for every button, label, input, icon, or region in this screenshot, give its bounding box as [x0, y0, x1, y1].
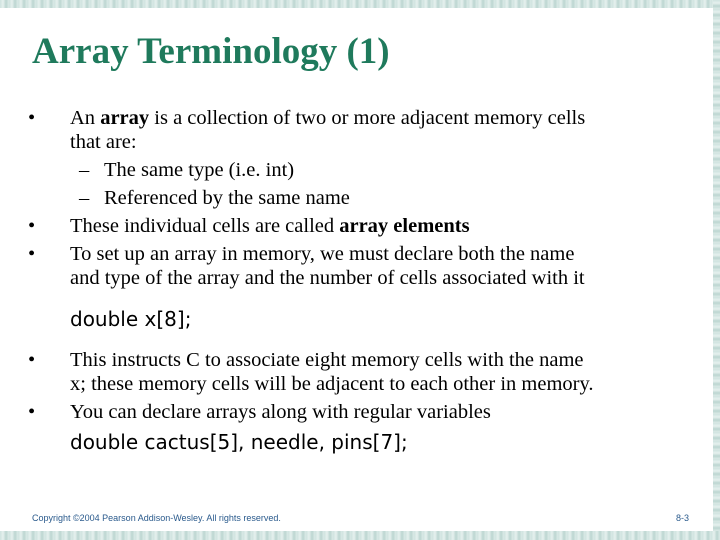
bullet-1-line-2: that are:: [70, 131, 137, 153]
slide-title: Array Terminology (1): [32, 31, 390, 72]
bullet-3-line-2: and type of the array and the number of cells associated with it: [70, 267, 585, 289]
bullet-marker: •: [28, 401, 36, 423]
sub-bullet-dash: –: [79, 187, 90, 209]
bullet-marker: •: [28, 215, 36, 237]
bullet-1-text-pre: An: [70, 107, 101, 129]
bullet-2-line: [70, 214, 470, 238]
bullet-2-text: These individual cells are called: [70, 215, 340, 237]
bullet-5-line: You can declare arrays along with regular variables: [70, 401, 491, 423]
top-border-decoration: [0, 0, 720, 8]
bullet-2-bold-term: array elements: [339, 215, 470, 237]
code-example-2: double cactus[5], needle, pins[7];: [70, 430, 408, 454]
bullet-1-bold-term: array: [100, 107, 150, 129]
bullet-1-line-1: [70, 106, 585, 130]
bullet-marker: •: [28, 243, 36, 265]
footer-copyright: Copyright ©2004 Pearson Addison-Wesley. All rights reserved.: [32, 513, 281, 523]
bullet-marker: •: [28, 107, 36, 129]
bullet-marker: •: [28, 349, 36, 371]
right-border-decoration: [713, 0, 720, 540]
sub-bullet-1: The same type (i.e. int): [104, 159, 295, 181]
sub-bullet-2: Referenced by the same name: [104, 187, 350, 209]
bottom-border-decoration: [0, 531, 720, 540]
bullet-4-line-2: x; these memory cells will be adjacent to each other in memory.: [70, 373, 594, 395]
footer-page-number: 8-3: [676, 513, 690, 523]
bullet-3-line-1: To set up an array in memory, we must declare both the name: [70, 243, 575, 265]
sub-bullet-dash: –: [79, 159, 90, 181]
bullet-1-text-post: is a collection of two or more adjacent memory cells: [149, 107, 586, 129]
code-example-1: double x[8];: [70, 307, 192, 331]
bullet-4-line-1: This instructs C to associate eight memory cells with the name: [70, 349, 584, 371]
